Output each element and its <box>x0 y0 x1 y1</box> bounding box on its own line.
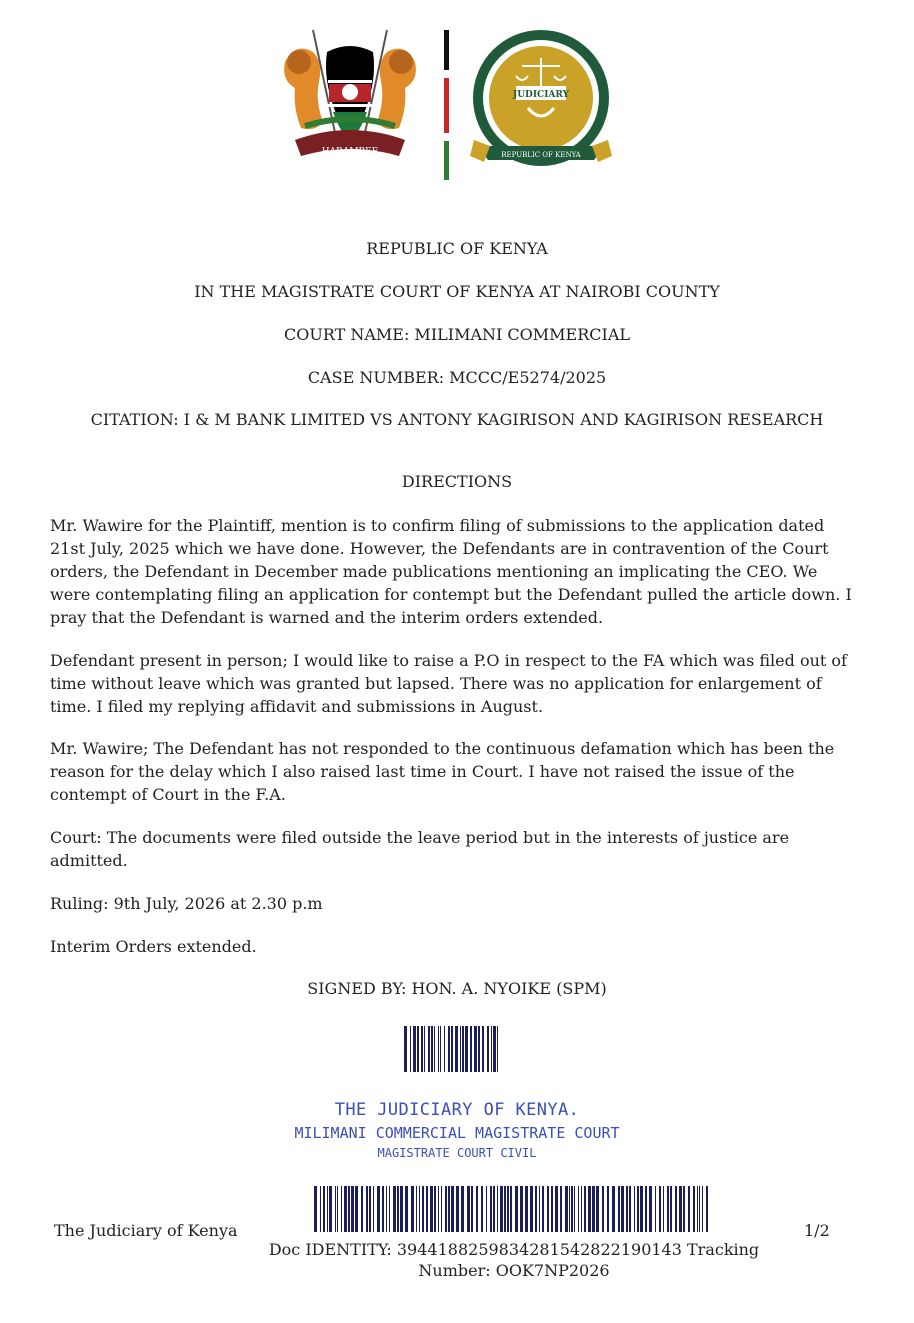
paragraph-interim-orders: Interim Orders extended. <box>50 937 257 956</box>
case-number: CASE NUMBER: MCCC/E5274/2025 <box>307 368 607 387</box>
paragraph-defendant: Defendant present in person; I would like to raise a P.O in respect to the FA which was filed out of time without leave which was granted but lapsed. There was no application for enlargement of time. I filed my replying affidavit and submissions in August. <box>50 651 847 716</box>
signed-by: SIGNED BY: HON. A. NYOIKE (SPM) <box>307 979 607 998</box>
paragraph-plaintiff: Mr. Wawire for the Plaintiff, mention is to confirm filing of submissions to the application dated 21st July, 2025 which we have done. However, the Defendants are in contravention of the Court orders, the Defendant in December made publications mentioning an implicating the CEO. We were contemplating filing an application for contempt but the Defendant pulled the article down. I pray that the Defendant is warned and the interim orders extended. <box>50 516 852 627</box>
footer-doc-identity: Doc IDENTITY: 394418825983428154282219014​3 Tracking Number: OOK7NP2026 <box>268 1240 760 1280</box>
svg-text:REPUBLIC OF KENYA: REPUBLIC OF KENYA <box>501 151 581 159</box>
section-title: DIRECTIONS <box>401 472 513 491</box>
paragraph-court: Court: The documents were filed outside the leave period but in the interests of justice are admitted. <box>50 828 790 870</box>
footer-judiciary: The Judiciary of Kenya <box>54 1221 238 1240</box>
paragraph-ruling: Ruling: 9th July, 2026 at 2.30 p.m <box>50 894 323 913</box>
page-number: 1/2 <box>804 1221 830 1240</box>
republic-heading: REPUBLIC OF KENYA <box>366 239 548 258</box>
svg-text:HARAMBEE: HARAMBEE <box>321 147 379 157</box>
stamp-line-court: MILIMANI COMMERCIAL MAGISTRATE COURT <box>294 1124 620 1142</box>
court-heading: IN THE MAGISTRATE COURT OF KENYA AT NAIROBI COUNTY <box>194 282 720 301</box>
court-name: COURT NAME: MILIMANI COMMERCIAL <box>283 325 631 344</box>
citation: CITATION: I & M BANK LIMITED VS ANTONY KAGIRISON AND KAGIRISON RESEARCH <box>90 410 824 429</box>
header-logos <box>0 22 914 192</box>
flag-divider <box>443 30 451 180</box>
stamp-line-division: MAGISTRATE COURT CIVIL <box>377 1146 537 1160</box>
barcode-icon <box>404 1026 502 1072</box>
stamp-line-judiciary: THE JUDICIARY OF KENYA. <box>334 1100 580 1120</box>
svg-text:JUDICIARY: JUDICIARY <box>512 90 570 100</box>
tracking-barcode-icon <box>314 1186 712 1232</box>
judiciary-seal-icon <box>470 28 612 180</box>
kenya-coat-of-arms-icon <box>275 22 425 182</box>
paragraph-wawire-reply: Mr. Wawire; The Defendant has not responded to the continuous defamation which has been the reason for the delay which I also raised last time in Court. I have not raised the issue of the contempt of Court in the F.A. <box>50 739 835 804</box>
